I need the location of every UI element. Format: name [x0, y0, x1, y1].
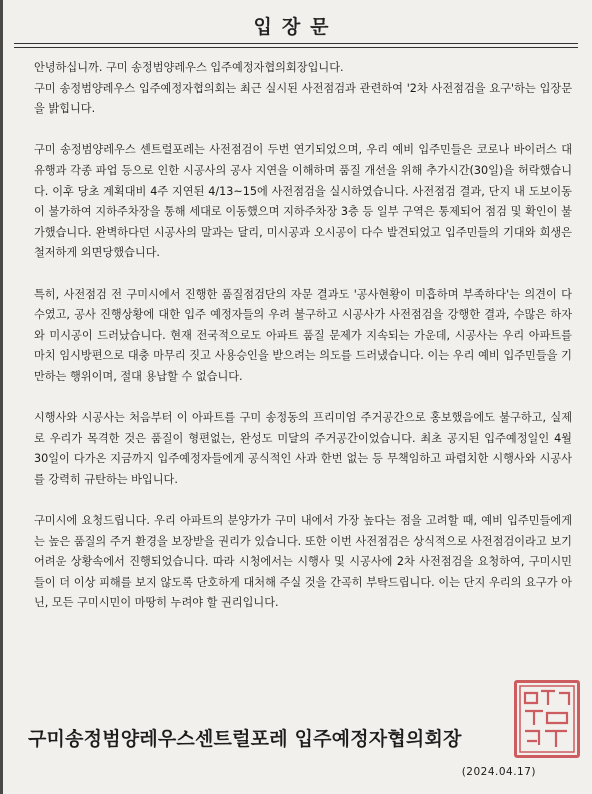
signature-line: 구미송정범양레우스센트럴포레 입주예정자협의회장 — [28, 728, 462, 750]
greeting-paragraph: 안녕하십니까. 구미 송정범양레우스 입주예정자협의회장입니다. — [34, 61, 344, 74]
red-seal-stamp — [514, 680, 580, 758]
title-rule-bottom — [14, 47, 578, 48]
title-rule-top — [14, 43, 578, 44]
scan-edge — [0, 0, 3, 794]
inspection-paragraph: 구미 송정범양레우스 센트럴포레는 사전점검이 두번 연기되었으며, 우리 예비 입주민들은 코로나 바이러스 대유행과 각종 파업 등으로 인한 시공사의 공사 지연을 이해하며 품질 개선을 위해 추가시간(30일)을 허락했습니다. 이후 당초 계획대비 4주 지연된 4/13~15에 사전점검을 실시하였습니다. 사전점검 결과, 단지 내 도보이동이 불가하여 지하주차장을 통해 세대로 이동했으며 지하주차장 3층 등 일부 구역은 통제되어 점검 및 확인이 불가했습니다. 완벽하다던 시공사의 말과는 달리, 미시공과 오시공이 다수 발견되었고 입주민들의 기대와 희생은 철저하게 외면당했습니다. — [34, 143, 572, 260]
advisory-paragraph: 특히, 사전점검 전 구미시에서 진행한 품질점검단의 자문 결과도 '공사현황이 미흡하며 부족하다'는 의견이 다수였고, 공사 진행상황에 대한 입주 예정자들의 우려 불구하고 시공사가 사전점검을 강행한 결과, 수많은 하자와 미시공이 드러났습니다. 현재 전국적으로도 아파트 품질 문제가 지속되는 가운데, 시공사는 우리 아파트를 마치 임시방편으로 대충 마무리 짓고 사용승인을 받으려는 의도를 드러냈습니다. 이는 우리 예비 입주민들을 기만하는 행위이며, 절대 용납할 수 없습니다. — [34, 287, 572, 383]
statement-body — [24, 58, 572, 614]
purpose-paragraph: 구미 송정범양레우스 입주예정자협의회는 최근 실시된 사전점검과 관련하여 '2차 사전점검을 요구'하는 입장문을 밝힙니다. — [34, 81, 572, 116]
request-paragraph: 구미시에 요청드립니다. 우리 아파트의 분양가가 구미 내에서 가장 높다는 점을 고려할 때, 예비 입주민들에게는 높은 품질의 주거 환경을 보장받을 권리가 있습니다. 또한 이번 사전점검은 상식적으로 사전점검이라고 보기 어려운 상황속에서 진행되었습니다. 따라 시청에서는 시행사 및 시공사에 2차 사전점검을 요청하여, 구미시민들이 더 이상 피해를 보지 않도록 단호하게 대처해 주실 것을 간곡히 부탁드립니다. 이는 단지 우리의 요구가 아닌, 모든 구미시민이 마땅히 누려야 할 권리입니다. — [34, 514, 572, 610]
document-title: 입장문 — [253, 16, 339, 38]
document-date: (2024.04.17) — [461, 766, 536, 778]
condemnation-paragraph: 시행사와 시공사는 처음부터 이 아파트를 구미 송정동의 프리미엄 주거공간으로 홍보했음에도 불구하고, 실제로 우리가 목격한 것은 품질이 형편없는, 완성도 미달의 주거공간이었습니다. 최초 공지된 입주예정일인 4월 30일이 다가온 지금까지 입주예정자들에게 공식적인 사과 한번 없는 등 무책임하고 파렴치한 시행사와 시공사를 강력히 규탄하는 바입니다. — [34, 411, 572, 486]
